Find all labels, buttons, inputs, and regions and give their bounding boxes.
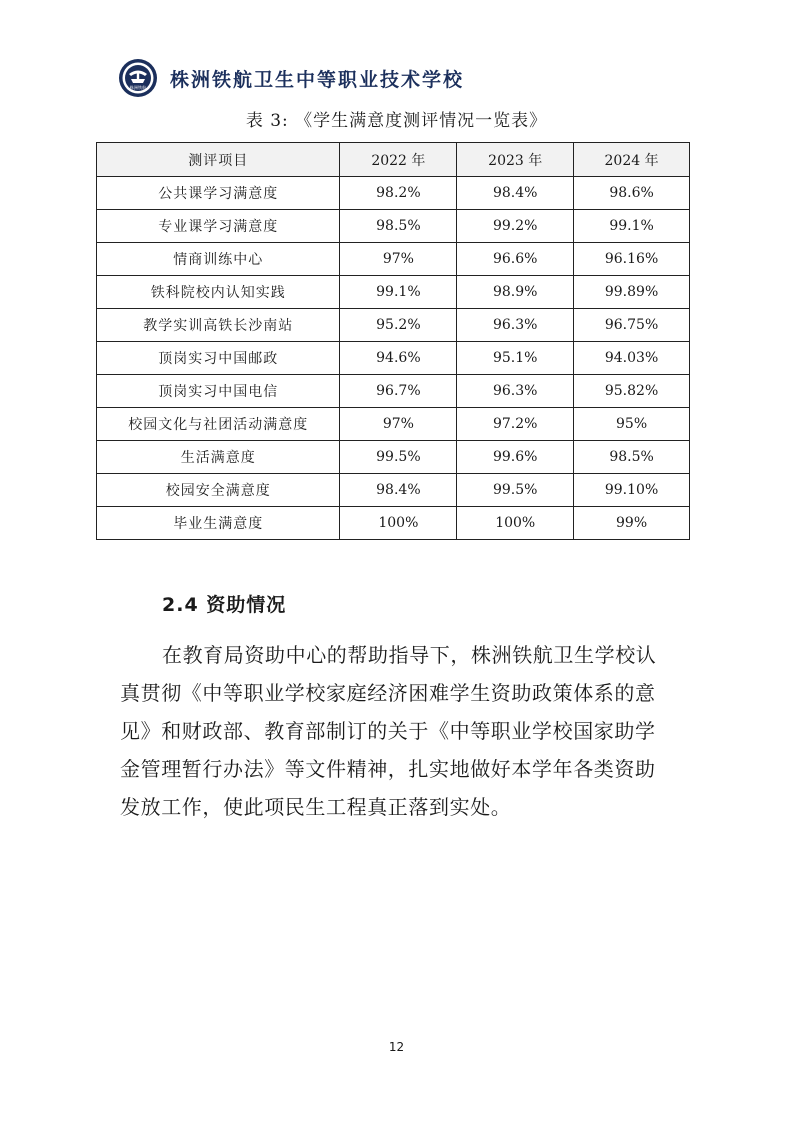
value-2022: 97% — [340, 408, 457, 441]
column-header-2024: 2024 年 — [574, 143, 690, 177]
value-2022: 98.4% — [340, 474, 457, 507]
section-heading: 2.4 资助情况 — [162, 594, 287, 616]
value-2023: 99.5% — [457, 474, 574, 507]
value-2022: 99.1% — [340, 276, 457, 309]
paragraph-line: 见》和财政部、教育部制订的关于《中等职业学校国家助学 — [120, 719, 656, 743]
row-item-name: 专业课学习满意度 — [97, 210, 340, 243]
value-2022: 97% — [340, 243, 457, 276]
school-logo-icon — [118, 58, 158, 98]
value-2023: 96.3% — [457, 375, 574, 408]
table-row — [97, 408, 690, 441]
table-row — [97, 276, 690, 309]
table-row — [97, 474, 690, 507]
value-2023: 99.6% — [457, 441, 574, 474]
page-number: 12 — [388, 1040, 405, 1054]
school-name: 株洲铁航卫生中等职业技术学校 — [170, 68, 465, 91]
value-2023: 95.1% — [457, 342, 574, 375]
value-2024: 98.5% — [574, 441, 690, 474]
value-2024: 94.03% — [574, 342, 690, 375]
column-header-2022: 2022 年 — [340, 143, 457, 177]
table-row — [97, 507, 690, 540]
value-2022: 98.2% — [340, 177, 457, 210]
row-item-name: 生活满意度 — [97, 441, 340, 474]
table-row — [97, 309, 690, 342]
value-2023: 98.9% — [457, 276, 574, 309]
row-item-name: 教学实训高铁长沙南站 — [97, 309, 340, 342]
row-item-name: 校园安全满意度 — [97, 474, 340, 507]
satisfaction-table — [96, 142, 690, 540]
value-2024: 99% — [574, 507, 690, 540]
value-2023: 96.6% — [457, 243, 574, 276]
column-header-2023: 2023 年 — [457, 143, 574, 177]
paragraph-line: 金管理暂行办法》等文件精神，扎实地做好本学年各类资助 — [120, 757, 656, 781]
paragraph-line: 真贯彻《中等职业学校家庭经济困难学生资助政策体系的意 — [120, 681, 656, 705]
table-row — [97, 177, 690, 210]
table-title: 表 3: 《学生满意度测评情况一览表》 — [245, 111, 548, 131]
row-item-name: 顶岗实习中国电信 — [97, 375, 340, 408]
table-row — [97, 243, 690, 276]
row-item-name: 校园文化与社团活动满意度 — [97, 408, 340, 441]
value-2023: 98.4% — [457, 177, 574, 210]
value-2023: 99.2% — [457, 210, 574, 243]
value-2023: 100% — [457, 507, 574, 540]
row-item-name: 铁科院校内认知实践 — [97, 276, 340, 309]
table-row — [97, 375, 690, 408]
section-body — [120, 636, 682, 826]
row-item-name: 公共课学习满意度 — [97, 177, 340, 210]
value-2023: 96.3% — [457, 309, 574, 342]
svg-text:株洲铁航: 株洲铁航 — [129, 85, 147, 90]
value-2024: 99.89% — [574, 276, 690, 309]
value-2024: 95.82% — [574, 375, 690, 408]
table-row — [97, 342, 690, 375]
table-header-row — [97, 143, 690, 177]
value-2022: 99.5% — [340, 441, 457, 474]
value-2022: 96.7% — [340, 375, 457, 408]
row-item-name: 毕业生满意度 — [97, 507, 340, 540]
value-2022: 98.5% — [340, 210, 457, 243]
value-2024: 99.10% — [574, 474, 690, 507]
value-2024: 96.16% — [574, 243, 690, 276]
value-2024: 99.1% — [574, 210, 690, 243]
table-row — [97, 210, 690, 243]
value-2022: 95.2% — [340, 309, 457, 342]
value-2024: 95% — [574, 408, 690, 441]
value-2022: 100% — [340, 507, 457, 540]
column-header-item: 测评项目 — [97, 143, 340, 177]
row-item-name: 顶岗实习中国邮政 — [97, 342, 340, 375]
value-2024: 96.75% — [574, 309, 690, 342]
page-header — [118, 56, 464, 100]
value-2023: 97.2% — [457, 408, 574, 441]
table-row — [97, 441, 690, 474]
paragraph-line: 发放工作，使此项民生工程真正落到实处。 — [120, 795, 512, 819]
paragraph-line: 在教育局资助中心的帮助指导下，株洲铁航卫生学校认 — [162, 643, 657, 667]
value-2022: 94.6% — [340, 342, 457, 375]
value-2024: 98.6% — [574, 177, 690, 210]
row-item-name: 情商训练中心 — [97, 243, 340, 276]
